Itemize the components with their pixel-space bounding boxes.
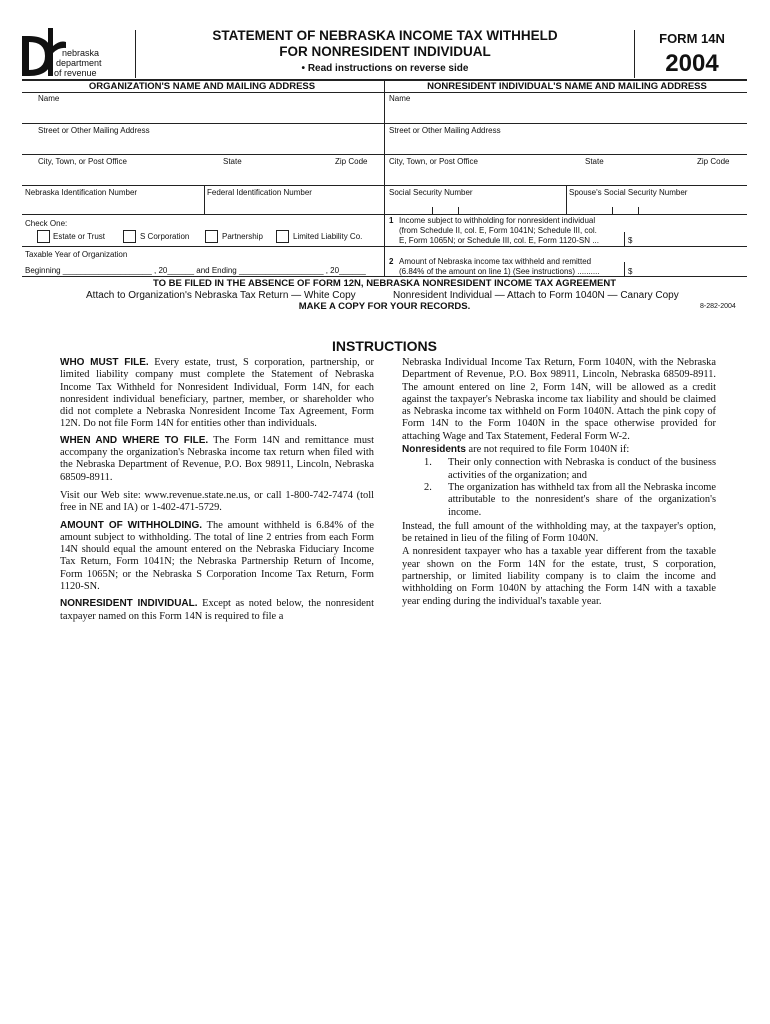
row-rule-1 xyxy=(22,123,747,124)
line1-number: 1 xyxy=(389,216,394,225)
instead-paragraph: Instead, the full amount of the withholding may, at the taxpayer's option, be retained in lieu of the filing of Form 1040N. xyxy=(402,520,716,545)
spouse-ssn-field[interactable] xyxy=(567,198,746,213)
line2-text-a: Amount of Nebraska income tax withheld and remitted xyxy=(399,257,592,266)
department-logo xyxy=(22,26,134,78)
who-must-file xyxy=(60,357,374,431)
item1-text: Their only connection with Nebraska is conduct of the business activities of the organization; and xyxy=(448,457,716,481)
nonresident-heading: NONRESIDENT INDIVIDUAL. xyxy=(60,598,198,610)
individual-name-label: Name xyxy=(389,94,411,103)
partnership-checkbox[interactable] xyxy=(205,230,218,243)
attach-individual-copy: Nonresident Individual — Attach to Form 1040N — Canary Copy xyxy=(393,290,679,301)
ssn-tick-3 xyxy=(612,207,613,214)
ssn-tick-2 xyxy=(458,207,459,214)
ssn-tick-4 xyxy=(638,207,639,214)
individual-street-field[interactable] xyxy=(386,136,746,153)
item2-text: The organization has withheld tax from all the Nebraska income attributable to the nonresident's share of the organization's income. xyxy=(448,481,716,518)
org-zip-label: Zip Code xyxy=(335,157,368,166)
line1-text-a: Income subject to withholding for nonresident individual xyxy=(399,216,596,225)
header-divider-right xyxy=(634,30,635,78)
line2-amount-divider xyxy=(624,262,625,276)
individual-city-label: City, Town, or Post Office xyxy=(389,157,478,166)
header-divider-left xyxy=(135,30,136,78)
credit-paragraph: Nebraska Individual Income Tax Return, Form 1040N, with the Nebraska Department of Revenue, P.O. Box 98911, Lincoln, Nebraska 68509-8911. The amount entered on line 2, Form 14N, will be allowed as a credit against the taxpayer's Nebraska income tax liability and should be claimed as Nebraska income tax withheld on Form 1040N. Attach the pink copy of Form 14N to the Form 1040N in the space otherwise provided for attaching Wage and Tax Statement, Federal Form W-2. xyxy=(402,357,716,442)
org-state-label: State xyxy=(223,157,242,166)
form-title-line1: STATEMENT OF NEBRASKA INCOME TAX WITHHELD xyxy=(212,28,558,43)
amount-heading: AMOUNT OF WITHHOLDING. xyxy=(60,519,203,531)
agency-name-line1: nebraska xyxy=(62,48,100,58)
ssn-field[interactable] xyxy=(386,198,565,213)
org-name-field[interactable] xyxy=(23,104,383,122)
org-section-title: ORGANIZATION'S NAME AND MAILING ADDRESS xyxy=(88,81,316,92)
line1-rule xyxy=(384,246,747,247)
make-copy-notice: MAKE A COPY FOR YOUR RECORDS. xyxy=(298,301,471,312)
instructions-right-column xyxy=(402,357,716,608)
attach-organization-copy: Attach to Organization's Nebraska Tax Return — White Copy xyxy=(86,290,356,301)
line1-text-b: (from Schedule II, col. E, Form 1041N; Schedule III, col. xyxy=(399,226,597,235)
ne-id-label: Nebraska Identification Number xyxy=(25,188,138,197)
individual-city-field[interactable] xyxy=(386,167,746,184)
nonresidents-heading: Nonresidents xyxy=(402,444,466,456)
condition-item-1 xyxy=(424,457,716,482)
agency-name-line3: of revenue xyxy=(54,68,97,78)
form-code: 8-282-2004 xyxy=(700,303,736,310)
instructions-title: INSTRUCTIONS xyxy=(332,338,437,354)
taxable-year-label: Taxable Year of Organization xyxy=(25,250,128,259)
org-city-field[interactable] xyxy=(23,167,383,184)
form-number: FORM 14N xyxy=(659,31,725,46)
individual-name-field[interactable] xyxy=(386,104,746,122)
line2-amount-field[interactable] xyxy=(636,260,746,276)
item2-number: 2. xyxy=(424,481,432,493)
filing-notice: TO BE FILED IN THE ABSENCE OF FORM 12N, NEBRASKA NONRESIDENT INCOME TAX AGREEMENT xyxy=(152,278,617,289)
check-one-label: Check One: xyxy=(25,219,68,228)
when-where-body: The Form 14N and remittance must accompany the organization's Nebraska income tax return when filed with the Nebraska Department of Revenue, P.O. Box 98911, Lincoln, Nebraska 68509-8911. xyxy=(60,434,374,483)
ne-id-field[interactable] xyxy=(23,198,203,213)
nonresident-individual xyxy=(60,598,374,623)
line1-amount-field[interactable] xyxy=(636,230,746,246)
individual-state-label: State xyxy=(585,157,604,166)
ssn-tick-1 xyxy=(432,207,433,214)
line1-text-c: E, Form 1065N; or Schedule III, col. E, Form 1120-SN ... xyxy=(399,236,599,245)
who-must-file-heading: WHO MUST FILE. xyxy=(60,357,149,368)
nonresidents-body: are not required to file Form 1040N if: xyxy=(468,444,630,456)
fed-id-field[interactable] xyxy=(205,198,383,213)
row-rule-2 xyxy=(22,154,747,155)
different-year-paragraph: A nonresident taxpayer who has a taxable year different from the taxable year shown on the Form 14N for the estate, trust, S corporation, partnership, or limited liability company is to claim the income and withholding on Form 1040N by attaching the Form 14N with a taxable year ending during the individual's taxable year. xyxy=(402,546,716,607)
nonresident-body: Except as noted below, the nonresident taxpayer named on this Form 14N is required to file a xyxy=(60,598,374,622)
line1-amount-divider xyxy=(624,232,625,246)
org-name-label: Name xyxy=(38,94,60,103)
individual-street-label: Street or Other Mailing Address xyxy=(389,126,501,135)
line2-number: 2 xyxy=(389,257,394,266)
amount-body: The amount withheld is 6.84% of the amount subject to withholding. The total of line 2 entries from each Form 14N should equal the amount entered on the Nebraska Fiduciary Income Tax Return, Form 1041N; the Nebraska Partnership Return of Income, Form 1065N; or the Nebraska S Corporation Income Tax Return, Form 1120-SN. xyxy=(60,519,374,593)
partnership-label: Partnership xyxy=(222,232,263,241)
org-city-label: City, Town, or Post Office xyxy=(38,157,127,166)
when-where-heading: WHEN AND WHERE TO FILE. xyxy=(60,434,209,446)
line2-text-b: (6.84% of the amount on line 1) (See instructions) .......... xyxy=(399,267,600,276)
form-subtitle: • Read instructions on reverse side xyxy=(301,63,469,74)
ssn-label: Social Security Number xyxy=(389,188,473,197)
condition-item-2 xyxy=(424,482,716,519)
s-corporation-label: S Corporation xyxy=(140,232,190,241)
line2-dollar: $ xyxy=(628,267,633,276)
instructions-left-column xyxy=(60,357,374,623)
estate-trust-checkbox[interactable] xyxy=(37,230,50,243)
nonresidents-paragraph xyxy=(402,444,716,456)
row-rule-4 xyxy=(22,214,747,215)
taxable-year-dates[interactable]: Beginning ____________________ , 20______ and Ending ___________________ , 20______ xyxy=(25,266,366,275)
spouse-ssn-label: Spouse's Social Security Number xyxy=(569,188,688,197)
form-year: 2004 xyxy=(665,50,719,77)
check-rule xyxy=(22,246,384,247)
org-street-label: Street or Other Mailing Address xyxy=(38,126,150,135)
llc-checkbox[interactable] xyxy=(276,230,289,243)
s-corporation-checkbox[interactable] xyxy=(123,230,136,243)
individual-zip-label: Zip Code xyxy=(697,157,730,166)
org-street-field[interactable] xyxy=(23,136,383,153)
row-rule-3 xyxy=(22,185,747,186)
llc-label: Limited Liability Co. xyxy=(293,232,363,241)
estate-trust-label: Estate or Trust xyxy=(53,232,106,241)
amount-of-withholding xyxy=(60,520,374,594)
who-must-file-body: Every estate, trust, S corporation, partnership, or limited liability company must complete the Statement of Nebraska Income Tax Withheld for Nonresident Individual, Form 14N, for each nonresident individual beneficiary, partner, member, or shareholder who did not complete a Nebraska Nonresident Income Tax Agreement, Form 12N. Do not file Form 14N for entities other than individuals. xyxy=(60,357,374,430)
fed-id-label: Federal Identification Number xyxy=(207,188,312,197)
item1-number: 1. xyxy=(424,457,432,469)
individual-section-title: NONRESIDENT INDIVIDUAL'S NAME AND MAILING ADDRESS xyxy=(427,81,707,92)
line1-dollar: $ xyxy=(628,236,633,245)
form-title-line2: FOR NONRESIDENT INDIVIDUAL xyxy=(279,44,491,59)
when-where-to-file xyxy=(60,435,374,484)
form-bottom-rule xyxy=(22,276,747,277)
visit-website: Visit our Web site: www.revenue.state.ne.us, or call 1-800-742-7474 (toll free in NE and IA) or 1-402-471-5729. xyxy=(60,489,374,514)
agency-name-line2: department xyxy=(56,58,102,68)
